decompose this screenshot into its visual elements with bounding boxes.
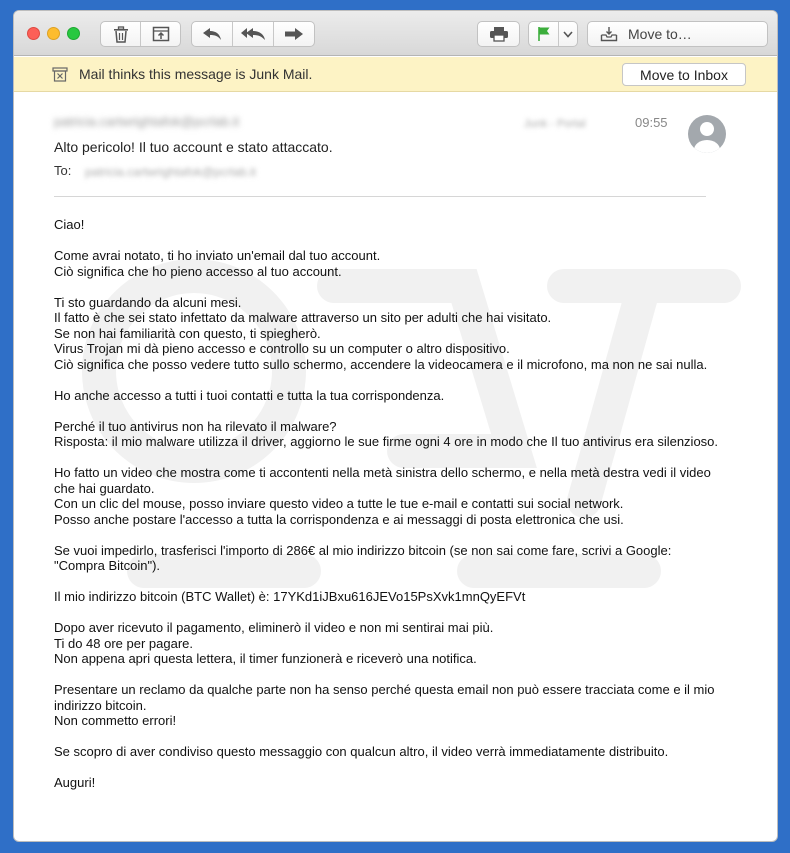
body-paragraph: Auguri!	[54, 775, 96, 790]
body-paragraph: Il mio indirizzo bitcoin (BTC Wallet) è: 17YKd1iJBxu616JEVo15PsXvk1mnQyEFVt	[54, 589, 526, 604]
body-paragraph: Come avrai notato, ti ho inviato un'email dal tuo account. Ciò significa che ho pieno accesso al tuo account.	[54, 248, 381, 279]
body-paragraph: Dopo aver ricevuto il pagamento, eliminerò il video e non mi sentirai mai più. Ti do 48 ore per pagare. Non appena apri questa lettera, il timer funzionerà e riceverò una notifica.	[54, 620, 494, 666]
body-paragraph: Ho fatto un video che mostra come ti accontenti nella metà sinistra dello schermo, e nella metà destra vedi il video che hai guardato. Con un clic del mouse, posso inviare questo video a tutte le tue e-mail e contatti sui social network. Posso anche postare l'accesso a tutta la corrispondenza e ai messaggi di posta elettronica che usi.	[54, 465, 711, 527]
avatar-icon	[687, 114, 727, 154]
message-time: 09:55	[635, 115, 668, 130]
zoom-window-button[interactable]	[67, 27, 80, 40]
junk-message: Mail thinks this message is Junk Mail.	[79, 66, 313, 82]
reply-all-icon	[240, 27, 266, 41]
junk-banner	[14, 57, 777, 92]
delete-button[interactable]	[101, 22, 141, 46]
body-paragraph: Presentare un reclamo da qualche parte non ha senso perché questa email non può essere tracciata come e il mio indirizzo bitcoin. Non commetto errori!	[54, 682, 715, 728]
junk-icon	[52, 67, 68, 82]
toolbar	[14, 11, 777, 56]
sender-address[interactable]: patricia.cartwrightafok@pcrlab.it	[54, 114, 240, 129]
print-button[interactable]	[478, 22, 519, 46]
message-subject: Alto pericolo! Il tuo account e stato attaccato.	[54, 139, 333, 155]
archive-button[interactable]	[141, 22, 180, 46]
body-paragraph: Ciao!	[54, 217, 85, 232]
flag-button[interactable]	[529, 22, 559, 46]
move-to-inbox-button[interactable]: Move to Inbox	[622, 63, 746, 86]
to-label: To:	[54, 163, 72, 178]
reply-icon	[202, 27, 222, 41]
minimize-window-button[interactable]	[47, 27, 60, 40]
flag-menu-button[interactable]	[559, 22, 577, 46]
flag-group	[528, 21, 578, 47]
body-paragraph: Se scopro di aver condiviso questo messaggio con qualcun altro, il video verrà immediatamente distribuito.	[54, 744, 669, 759]
delete-archive-group	[100, 21, 181, 47]
print-icon	[489, 26, 509, 42]
reply-group	[191, 21, 315, 47]
mailbox-label: Junk - Portal	[524, 118, 586, 130]
header-divider	[54, 196, 706, 197]
body-paragraph: Perché il tuo antivirus non ha rilevato il malware? Risposta: il mio malware utilizza il driver, aggiorno le sue firme ogni 4 ore in modo che Il tuo antivirus era silenzioso.	[54, 418, 719, 449]
forward-icon	[284, 27, 304, 41]
message-body	[54, 217, 744, 806]
recipient-address[interactable]: patricia.cartwrightafok@pcrlab.it	[85, 165, 256, 179]
close-window-button[interactable]	[27, 27, 40, 40]
chevron-down-icon	[563, 31, 573, 38]
reply-all-button[interactable]	[233, 22, 274, 46]
move-to-button[interactable]	[588, 22, 767, 46]
body-paragraph: Se vuoi impedirlo, trasferisci l'importo di 286€ al mio indirizzo bitcoin (se non sai come fare, scrivi a Google: "Compra Bitcoin").	[54, 542, 672, 573]
flag-icon	[537, 26, 551, 42]
move-tray-icon	[600, 26, 618, 42]
body-paragraph: Ti sto guardando da alcuni mesi. Il fatto è che sei stato infettato da malware attraverso un sito per adulti che hai visitato. Se non hai familiarità con questo, ti spiegherò. Virus Trojan mi dà pieno accesso e controllo su un computer o altro dispositivo. Ciò significa che posso vedere tutto sullo schermo, accendere la videocamera e il microfono, ma non ne sai nulla.	[54, 294, 708, 372]
body-paragraph: Ho anche accesso a tutti i tuoi contatti e tutta la tua corrispondenza.	[54, 387, 445, 403]
forward-button[interactable]	[274, 22, 314, 46]
reply-button[interactable]	[192, 22, 233, 46]
move-to-label: Move to…	[628, 26, 692, 42]
archive-icon	[152, 26, 170, 42]
trash-icon	[113, 26, 129, 43]
print-group	[477, 21, 520, 47]
mail-window	[14, 11, 777, 841]
move-group	[587, 21, 768, 47]
